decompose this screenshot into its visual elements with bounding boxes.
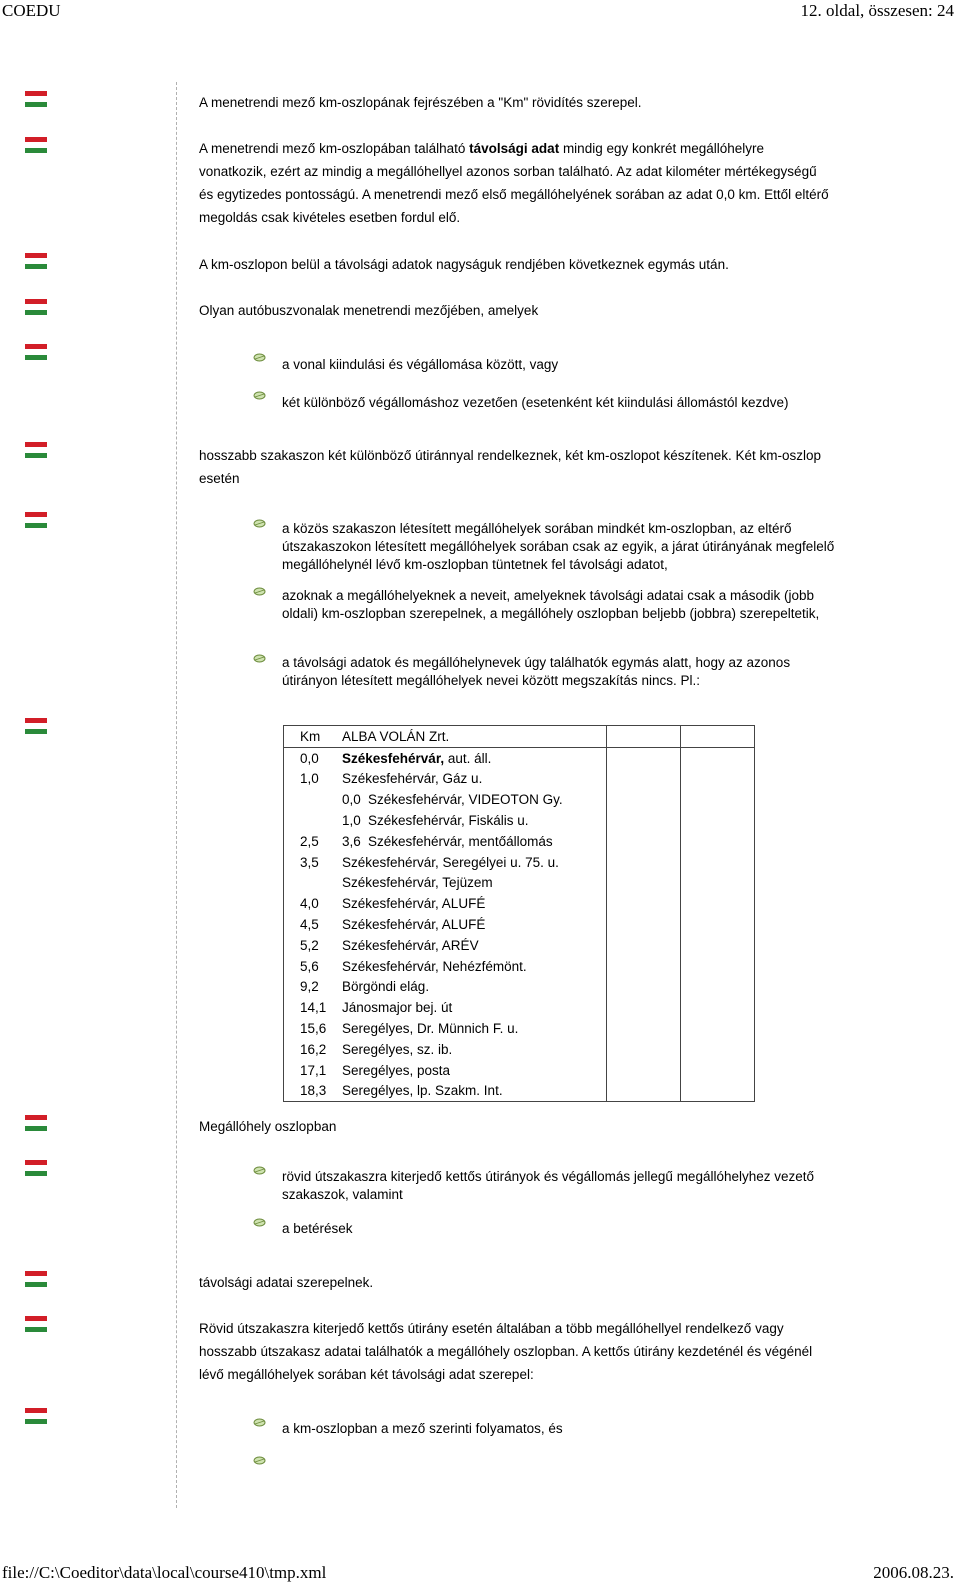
table-row xyxy=(284,1039,755,1060)
empty-cell xyxy=(681,1039,755,1060)
km-cell: 2,5 xyxy=(284,831,339,852)
dashed-divider xyxy=(176,82,177,1508)
paragraph: A menetrendi mező km-oszlopának fejrészében a "Km" rövidítés szerepel. xyxy=(199,95,642,110)
hungarian-flag-icon xyxy=(25,91,47,107)
empty-cell xyxy=(607,977,681,998)
empty-cell xyxy=(607,769,681,790)
km-cell xyxy=(284,789,339,810)
stop-cell xyxy=(338,997,607,1018)
empty-cell xyxy=(681,1018,755,1039)
table-row xyxy=(284,977,755,998)
list-item: a közös szakaszon létesített megállóhelyek sorában mindkét km-oszlopban, az eltérő útszakaszokon létesített megállóhelyek sorában csak az egyik, a járat útirányának megfelelő megállóhelynél lévő km-oszlopban tüntetnek fel távolsági adatot, xyxy=(282,521,835,572)
empty-cell xyxy=(607,893,681,914)
list-item: rövid útszakaszra kiterjedő kettős útirányok és végállomás jellegű megállóhelyhez vezető szakaszok, valamint xyxy=(282,1169,815,1202)
paragraph: távolsági adatai szerepelnek. xyxy=(199,1275,374,1290)
stop-cell xyxy=(338,893,607,914)
list-item: a vonal kiindulási és végállomása között, vagy xyxy=(282,357,559,372)
table-row xyxy=(284,852,755,873)
empty-cell xyxy=(681,935,755,956)
leaf-bullet-icon xyxy=(253,587,266,596)
table-header-row xyxy=(284,726,755,748)
stop-name: Székesfehérvár, VIDEOTON Gy. xyxy=(368,792,563,808)
table-row xyxy=(284,1018,755,1039)
leaf-bullet-icon xyxy=(253,1218,266,1227)
empty-cell xyxy=(681,977,755,998)
empty-cell xyxy=(681,852,755,873)
table-row xyxy=(284,914,755,935)
hungarian-flag-icon xyxy=(25,1160,47,1176)
stop-name: Seregélyes, sz. ib. xyxy=(342,1041,453,1057)
empty-cell xyxy=(607,747,681,768)
stop-cell xyxy=(338,914,607,935)
empty-cell xyxy=(607,1018,681,1039)
list-item: azoknak a megállóhelyeknek a neveit, amelyeknek távolsági adatai csak a második (jobb oldali) km-oszlopban szerepelnek, a megállóhely oszlopban beljebb (jobbra) szerepeltetik, xyxy=(282,588,820,621)
table-row xyxy=(284,831,755,852)
table-row xyxy=(284,1081,755,1102)
stop-cell xyxy=(338,810,607,831)
stop-name: Seregélyes, lp. Szakm. Int. xyxy=(342,1083,503,1099)
hungarian-flag-icon xyxy=(25,253,47,269)
hungarian-flag-icon xyxy=(25,344,47,360)
stop-cell xyxy=(338,935,607,956)
table-row xyxy=(284,873,755,894)
header-title: COEDU xyxy=(2,1,61,20)
stop-cell xyxy=(338,873,607,894)
empty-cell xyxy=(681,769,755,790)
header-km: Km xyxy=(284,726,339,748)
paragraph: Rövid útszakaszra kiterjedő kettős útirány esetén általában a több megállóhellyel rendelkező vagy hosszabb útszakasz adatai találhatók a megállóhely oszlopban. A kettős útirány kezdeténél és végénél lévő megállóhelyek sorában két távolsági adat szerepel: xyxy=(199,1321,813,1382)
empty-cell xyxy=(607,852,681,873)
table-row xyxy=(284,747,755,768)
table-row xyxy=(284,893,755,914)
km-cell: 4,5 xyxy=(284,914,339,935)
empty-cell xyxy=(681,810,755,831)
empty-cell xyxy=(607,956,681,977)
stop-cell xyxy=(338,977,607,998)
table-row xyxy=(284,1060,755,1081)
list-item: a km-oszlopban a mező szerinti folyamatos, és xyxy=(282,1421,563,1436)
stop-name: Seregélyes, posta xyxy=(342,1062,451,1078)
stop-cell xyxy=(338,1081,607,1102)
km2-value: 3,6 xyxy=(342,833,361,849)
hungarian-flag-icon xyxy=(25,1316,47,1332)
stop-name: Jánosmajor bej. út xyxy=(342,1000,453,1016)
stop-name: Börgöndi elág. xyxy=(342,979,430,995)
paragraph: hosszabb szakaszon két különböző útiránnyal rendelkeznek, két km-oszlopot készítenek. Két km-oszlop esetén xyxy=(199,448,822,486)
km-cell: 16,2 xyxy=(284,1039,339,1060)
leaf-bullet-icon xyxy=(253,391,266,400)
leaf-bullet-icon xyxy=(253,1456,266,1465)
empty-cell xyxy=(681,914,755,935)
empty-cell xyxy=(607,873,681,894)
paragraph: Olyan autóbuszvonalak menetrendi mezőjében, amelyek xyxy=(199,303,539,318)
km-cell: 1,0 xyxy=(284,769,339,790)
hungarian-flag-icon xyxy=(25,299,47,315)
timetable-table xyxy=(283,725,755,1102)
empty-cell xyxy=(607,935,681,956)
km-cell: 18,3 xyxy=(284,1081,339,1102)
stop-cell xyxy=(338,831,607,852)
empty-cell xyxy=(607,831,681,852)
empty-cell xyxy=(607,810,681,831)
paragraph: Megállóhely oszlopban xyxy=(199,1119,337,1134)
list-item: a betérések xyxy=(282,1221,353,1236)
stop-cell xyxy=(338,1039,607,1060)
empty-cell xyxy=(681,1081,755,1102)
file-path: file://C:\Coeditor\data\local\course410\tmp.xml xyxy=(2,1563,327,1582)
table-row xyxy=(284,810,755,831)
km-cell: 15,6 xyxy=(284,1018,339,1039)
empty-cell xyxy=(681,1060,755,1081)
empty-cell xyxy=(681,831,755,852)
km-cell: 0,0 xyxy=(284,747,339,768)
stop-cell xyxy=(338,852,607,873)
table-row xyxy=(284,935,755,956)
stop-name-rest: aut. áll. xyxy=(444,750,492,766)
hungarian-flag-icon xyxy=(25,137,47,153)
leaf-bullet-icon xyxy=(253,353,266,362)
stop-name: Székesfehérvár, Seregélyei u. 75. u. xyxy=(342,854,559,870)
empty-cell xyxy=(681,893,755,914)
stop-cell xyxy=(338,1018,607,1039)
table-row xyxy=(284,769,755,790)
stop-name: Seregélyes, Dr. Münnich F. u. xyxy=(342,1021,519,1037)
km-cell: 5,6 xyxy=(284,956,339,977)
stop-cell xyxy=(338,956,607,977)
stop-name: Székesfehérvár, Gáz u. xyxy=(342,771,483,787)
paragraph-text: mindig egy konkrét megállóhelyre vonatkozik, ezért az mindig a megállóhellyel azonos sorban található. Az adat kilométer mértékegységű és egytizedes pontosságú. A menetrendi mező első megállóhelyének sorában az adat 0,0 km. Ettől eltérő megoldás csak kivételes esetben fordul elő. xyxy=(199,141,829,225)
empty-cell xyxy=(681,997,755,1018)
km-cell: 17,1 xyxy=(284,1060,339,1081)
km-cell: 3,5 xyxy=(284,852,339,873)
hungarian-flag-icon xyxy=(25,718,47,734)
hungarian-flag-icon xyxy=(25,442,47,458)
page-number: 12. oldal, összesen: 24 xyxy=(800,1,954,20)
km-cell xyxy=(284,810,339,831)
empty-cell xyxy=(607,914,681,935)
stop-name: Székesfehérvár, ALUFÉ xyxy=(342,917,486,933)
leaf-bullet-icon xyxy=(253,1418,266,1427)
leaf-bullet-icon xyxy=(253,654,266,663)
header-company: ALBA VOLÁN Zrt. xyxy=(338,726,607,748)
paragraph xyxy=(199,137,829,229)
km2-value: 0,0 xyxy=(342,792,361,808)
empty-cell xyxy=(607,1039,681,1060)
paragraph-text: A menetrendi mező km-oszlopában található xyxy=(199,141,470,156)
list-item: két különböző végállomáshoz vezetően (esetenként két kiindulási állomástól kezdve) xyxy=(282,395,789,410)
stop-cell xyxy=(338,1060,607,1081)
km-cell: 4,0 xyxy=(284,893,339,914)
stop-name: Székesfehérvár, Fiskális u. xyxy=(368,813,529,829)
bold-term: távolsági adat xyxy=(469,141,560,156)
km-cell: 9,2 xyxy=(284,977,339,998)
empty-cell xyxy=(681,789,755,810)
stop-name: Székesfehérvár, mentőállomás xyxy=(368,833,553,849)
empty-cell xyxy=(607,1081,681,1102)
leaf-bullet-icon xyxy=(253,519,266,528)
leaf-bullet-icon xyxy=(253,1166,266,1175)
empty-cell xyxy=(607,1060,681,1081)
empty-cell xyxy=(607,789,681,810)
empty-cell xyxy=(681,956,755,977)
empty-cell xyxy=(681,747,755,768)
hungarian-flag-icon xyxy=(25,1271,47,1287)
hungarian-flag-icon xyxy=(25,1115,47,1131)
paragraph: A km-oszlopon belül a távolsági adatok nagyságuk rendjében következnek egymás után. xyxy=(199,257,729,272)
km-cell: 14,1 xyxy=(284,997,339,1018)
km-cell: 5,2 xyxy=(284,935,339,956)
header-empty-cell xyxy=(681,726,755,748)
list-item: a távolsági adatok és megállóhelynevek úgy találhatók egymás alatt, hogy az azonos útirányon létesített megállóhelyek nevei között megszakítás nincs. Pl.: xyxy=(282,655,791,688)
hungarian-flag-icon xyxy=(25,1408,47,1424)
stop-cell xyxy=(338,747,607,768)
print-date: 2006.08.23. xyxy=(873,1563,954,1582)
stop-name: Székesfehérvár, ARÉV xyxy=(342,937,479,953)
stop-name: Székesfehérvár, xyxy=(342,750,445,766)
empty-cell xyxy=(607,997,681,1018)
table-row xyxy=(284,956,755,977)
stop-name: Székesfehérvár, Tejüzem xyxy=(342,875,493,891)
empty-cell xyxy=(681,873,755,894)
stop-cell xyxy=(338,789,607,810)
hungarian-flag-icon xyxy=(25,512,47,528)
stop-cell xyxy=(338,769,607,790)
km-cell xyxy=(284,873,339,894)
stop-name: Székesfehérvár, ALUFÉ xyxy=(342,896,486,912)
table-row xyxy=(284,789,755,810)
table-row xyxy=(284,997,755,1018)
header-empty-cell xyxy=(607,726,681,748)
km2-value: 1,0 xyxy=(342,813,361,829)
stop-name: Székesfehérvár, Nehézfémönt. xyxy=(342,958,527,974)
